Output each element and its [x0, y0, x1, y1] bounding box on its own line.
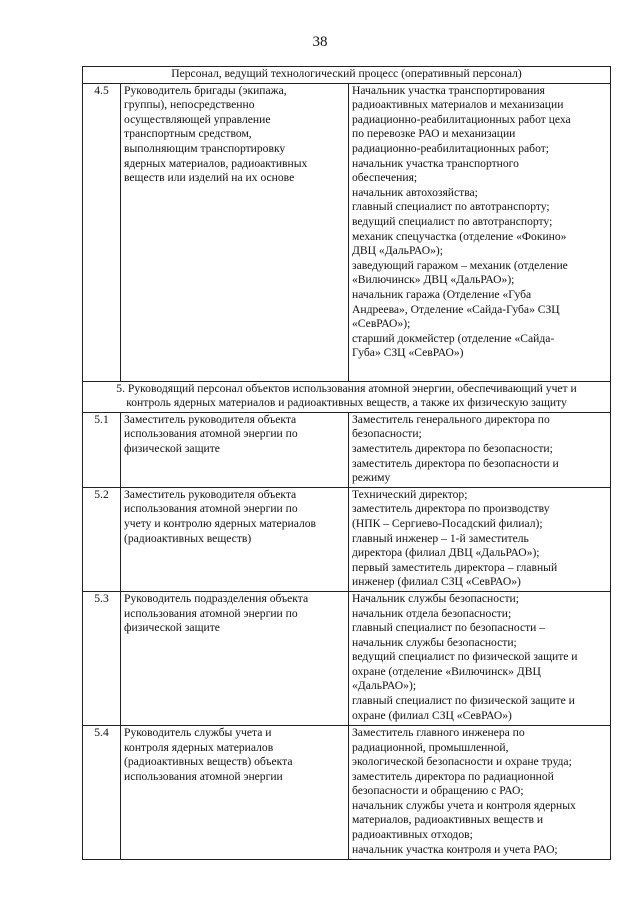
text-line: режиму [352, 471, 391, 485]
text-line: выполняющим транспортировку [124, 141, 286, 155]
text-line: первый заместитель директора – главный [352, 560, 558, 574]
positions-cell [349, 725, 611, 859]
table-row [83, 83, 611, 381]
text-line: Губа» СЗЦ «СевРАО») [352, 346, 464, 360]
text-line: главный специалист по физической защите и [352, 694, 575, 708]
positions-cell [349, 83, 611, 381]
text-line: ДВЦ «ДальРАО»); [352, 244, 443, 258]
text-line: Технический директор; [352, 487, 468, 501]
text-line: ведущий специалист по физической защите и [352, 650, 578, 664]
text-line: заведующий гаражом – механик (отделение [352, 258, 568, 272]
text-line: начальник автохозяйства; [352, 185, 478, 199]
text-line: главный специалист по автотранспорту; [352, 200, 550, 214]
text-line: заместитель директора по производству [352, 502, 550, 516]
text-line: экологической безопасности и охране труда; [352, 755, 572, 769]
table-row [83, 412, 611, 487]
table-row [83, 591, 611, 725]
text-line: радиационно-реабилитационных работ цеха [352, 112, 571, 126]
page-number: 38 [312, 34, 328, 50]
text-line: использования атомной энергии по [124, 502, 298, 516]
row-number: 4.5 [83, 83, 121, 381]
role-title-cell [121, 725, 349, 859]
text-line: радиоактивных материалов и механизации [352, 98, 564, 112]
text-line: безопасности и обращению с РАО; [352, 784, 524, 798]
text-line: Руководитель подразделения объекта [124, 591, 309, 605]
text-line: ведущий специалист по автотранспорту; [352, 214, 553, 228]
text-line: начальник гаража (Отделение «Губа [352, 287, 532, 301]
text-line: Андреева», Отделение «Сайда-Губа» СЗЦ [352, 302, 560, 316]
text-line: физической защите [124, 621, 220, 635]
text-line: радиационно-реабилитационных работ; [352, 141, 550, 155]
text-line: материалов, радиоактивных веществ и [352, 813, 544, 827]
text-line: начальник участка транспортного [352, 156, 519, 170]
text-line: Заместитель генерального директора по [352, 412, 550, 426]
text-line: радиоактивных отходов; [352, 828, 473, 842]
row-number: 5.2 [83, 487, 121, 591]
text-line: контроля ядерных материалов [124, 740, 274, 754]
positions-cell [349, 487, 611, 591]
text-line: Руководитель бригады (экипажа, [124, 83, 287, 97]
text-line: главный специалист по безопасности – [352, 621, 546, 635]
text-line: безопасности; [352, 427, 422, 441]
text-line: охране (отделение «Вилючинск» ДВЦ [352, 664, 541, 678]
text-line: механик спецучастка (отделение «Фокино» [352, 229, 567, 243]
row-number: 5.4 [83, 725, 121, 859]
text-line: начальник отдела безопасности; [352, 606, 512, 620]
text-line: начальник службы учета и контроля ядерных [352, 798, 576, 812]
group-header-row [83, 67, 611, 84]
text-line: обеспечения; [352, 171, 418, 185]
text-line: Начальник участка транспортирования [352, 83, 545, 97]
text-line: директора (филиал ДВЦ «ДальРАО»); [352, 546, 540, 560]
text-line: Заместитель руководителя объекта [124, 412, 297, 426]
text-line: (радиоактивных веществ) [124, 531, 252, 545]
role-title-cell [121, 83, 349, 381]
text-line: «ДальРАО»); [352, 679, 417, 693]
table-row [83, 487, 611, 591]
text-line: (НПК – Сергиево-Посадский филиал); [352, 516, 543, 530]
role-title-cell [121, 412, 349, 487]
positions-cell [349, 412, 611, 487]
group-header: Персонал, ведущий технологический процесс (оперативный персонал) [83, 67, 611, 84]
text-line: заместитель директора по безопасности; [352, 441, 553, 455]
text-line: Заместитель главного инженера по [352, 725, 525, 739]
text-line: 5. Руководящий персонал объектов использования атомной энергии, обеспечивающий учет и [116, 381, 577, 395]
text-line: веществ или изделий на их основе [124, 171, 295, 185]
text-line: начальник службы безопасности; [352, 635, 517, 649]
text-line: ядерных материалов, радиоактивных [124, 156, 308, 170]
row-number: 5.1 [83, 412, 121, 487]
text-line: использования атомной энергии [124, 769, 283, 783]
role-title-cell [121, 591, 349, 725]
positions-table [82, 66, 611, 860]
text-line: радиационной, промышленной, [352, 740, 509, 754]
text-line: использования атомной энергии по [124, 427, 298, 441]
text-line: осуществляющей управление [124, 112, 271, 126]
text-line: «Вилючинск» ДВЦ «ДальРАО»); [352, 273, 515, 287]
text-line: (радиоактивных веществ) объекта [124, 755, 293, 769]
section-5-header [83, 381, 611, 412]
text-line: «СевРАО»); [352, 317, 411, 331]
positions-cell [349, 591, 611, 725]
table-row [83, 725, 611, 859]
text-line: контроль ядерных материалов и радиоактивных веществ, а также их физическую защиту [126, 396, 567, 410]
text-line: охране (филиал СЗЦ «СевРАО») [352, 708, 512, 722]
text-line: Заместитель руководителя объекта [124, 487, 297, 501]
text-line: старший докмейстер (отделение «Сайда- [352, 331, 555, 345]
text-line: Руководитель службы учета и [124, 725, 272, 739]
text-line: инженер (филиал СЗЦ «СевРАО») [352, 575, 521, 589]
text-line: заместитель директора по радиационной [352, 769, 554, 783]
text-line: группы), непосредственно [124, 98, 255, 112]
text-line: Начальник службы безопасности; [352, 591, 519, 605]
text-line: начальник участка контроля и учета РАО; [352, 842, 558, 856]
text-line: по перевозке РАО и механизации [352, 127, 516, 141]
row-number: 5.3 [83, 591, 121, 725]
text-line: главный инженер – 1-й заместитель [352, 531, 529, 545]
text-line: использования атомной энергии по [124, 606, 298, 620]
text-line: физической защите [124, 441, 220, 455]
section-header-row [83, 381, 611, 412]
text-line: учету и контролю ядерных материалов [124, 516, 317, 530]
role-title-cell [121, 487, 349, 591]
text-line: транспортным средством, [124, 127, 252, 141]
text-line: заместитель директора по безопасности и [352, 456, 559, 470]
